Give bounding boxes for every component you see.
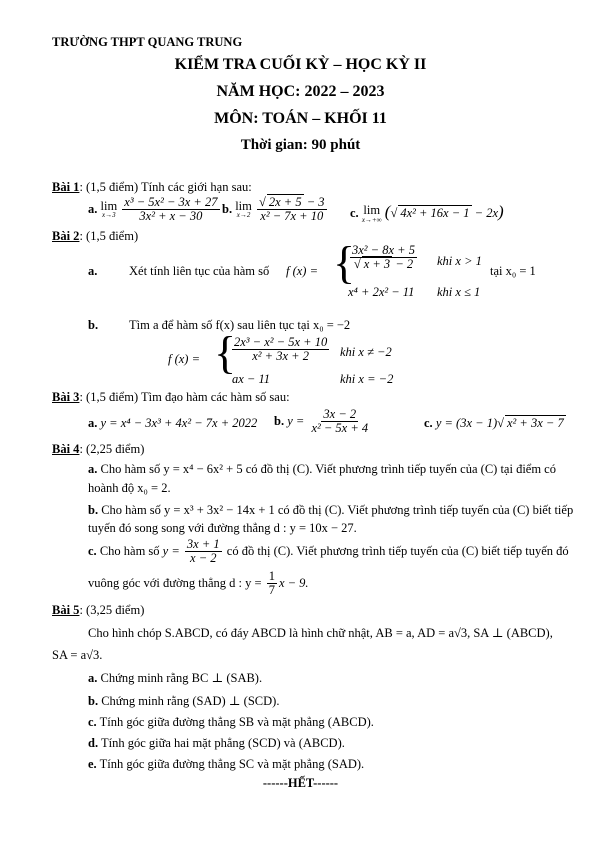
bai3-desc: : (1,5 điểm) Tìm đạo hàm các hàm số sau: [79, 390, 290, 404]
bai4-c-fraction: $\frac{3x + 1}{x - 2}$ [186, 537, 220, 566]
bai1-label: Bài 1 [52, 180, 80, 194]
bai2-desc: : (1,5 điểm) [79, 229, 139, 243]
bai1-a [88, 196, 222, 223]
bai4-desc: : (2,25 điểm) [79, 442, 145, 456]
bai2-b-case2: ax − 11 [232, 372, 271, 386]
bai1-heading [52, 180, 252, 195]
bai2-b-fx: f (x) = [168, 352, 201, 366]
bai4-a-line1: a. Cho hàm số y = x⁴ − 6x² + 5 có đồ thị (C). Viết phương trình tiếp tuyến của (C) tại điểm có [88, 462, 556, 476]
bai2-a-fx: f (x) = [286, 264, 319, 278]
bai3-c [424, 416, 566, 431]
bai2-a-case2: x⁴ + 2x² − 11 [348, 285, 415, 299]
bai5-c: c. Tính góc giữa đường thẳng SB và mặt phẳng (ABCD). [88, 715, 374, 729]
bai1-c-expr: (√ 4x² + 16x − 1 − 2x) [385, 206, 504, 220]
bai1-a-label: a. [88, 202, 98, 217]
bai1-c-label: c. [350, 206, 359, 220]
time-line: Thời gian: 90 phút [240, 137, 361, 153]
bai4-c-slope-fraction: $\frac{1}{7}$ [268, 569, 275, 598]
bai5-intro1: Cho hình chóp S.ABCD, có đáy ABCD là hình chữ nhật, AB = a, AD = a√3, SA ⊥ (ABCD), [88, 626, 553, 640]
bai2-a-cond2: khi x ≤ 1 [437, 285, 481, 299]
bai2-a-brace: { [333, 237, 356, 288]
bai5-desc: : (3,25 điểm) [79, 603, 145, 617]
bai4-b-line1: b. Cho hàm số y = x³ + 3x² − 14x + 1 có đồ thị (C). Viết phương trình tiếp tuyến của (C) biết tiếp [88, 503, 574, 517]
bai3-c-expr: y = (3x − 1)√ x² + 3x − 7 [436, 416, 566, 430]
bai2-a-at: tại x₀ = 1 [490, 264, 536, 278]
bai1-a-fraction: $\frac{\text{x³ − 5x² − 3x + 27}}{\text{3x² + x − 30}}$ [124, 195, 218, 224]
bai1-b-fraction: √ $\frac{2x + 5 - 3}{\text{x² − 7x + 10}}$ [257, 196, 327, 223]
bai5-a: a. Chứng minh rằng BC ⊥ (SAB). [88, 671, 263, 685]
bai5-b: b. Chứng minh rằng (SAD) ⊥ (SCD). [88, 694, 280, 708]
bai1-c [350, 202, 504, 224]
bai1-b-label: b. [222, 202, 233, 217]
bai2-a-text: Xét tính liên tục của hàm số [129, 264, 270, 278]
bai5-heading [52, 603, 144, 618]
bai2-b-cond1: khi x ≠ −2 [340, 345, 392, 359]
bai1-b-lim: lim x→2 [235, 198, 252, 220]
bai3-c-label: c. [424, 416, 433, 430]
bai1-desc: : (1,5 điểm) Tính các giới hạn sau: [79, 180, 252, 194]
exam-title: KIỂM TRA CUỐI KỲ – HỌC KỲ II [174, 56, 427, 73]
bai2-heading [52, 229, 138, 244]
end-marker: ------HẾT------ [262, 776, 339, 790]
subject-line: MÔN: TOÁN – KHỐI 11 [214, 110, 387, 127]
bai5-d: d. Tính góc giữa hai mặt phẳng (SCD) và (ABCD). [88, 736, 345, 750]
bai3-a [88, 416, 257, 431]
bai2-b-cond2: khi x = −2 [340, 372, 394, 386]
bai4-a-line2: hoành độ x₀ = 2. [88, 481, 171, 495]
bai4-b-line2: tuyến đó song song với đường thẳng d : y = 10x − 27. [88, 521, 357, 535]
bai1-b [222, 196, 329, 223]
bai2-b-case1: $\frac{\text{2x³ − x² − 5x + 10}}{\text{x² + 3x + 2}}$ [234, 335, 328, 364]
school-name: TRƯỜNG THPT QUANG TRUNG [52, 35, 243, 49]
school-year: NĂM HỌC: 2022 – 2023 [216, 83, 385, 100]
bai1-c-lim: lim x→+∞ [361, 203, 382, 224]
bai2-label: Bài 2 [52, 229, 80, 243]
bai2-a-label: a. [88, 264, 98, 278]
bai2-b-text: Tìm a để hàm số f(x) sau liên tục tại x₀ = −2 [129, 318, 351, 332]
bai5-intro2: SA = a√3. [52, 648, 103, 662]
bai2-b-label: b. [88, 318, 99, 332]
bai3-label: Bài 3 [52, 390, 80, 404]
bai4-label: Bài 4 [52, 442, 80, 456]
bai3-a-label: a. [88, 416, 98, 430]
bai3-b-label: b. [274, 414, 285, 429]
bai3-heading [52, 390, 290, 405]
bai3-a-expr: y = x⁴ − 3x³ + 4x² − 7x + 2022 [100, 416, 258, 430]
bai2-b-brace: { [214, 327, 237, 378]
bai3-b: b. y = $\frac{3x - 2}{\text{x² − 5x + 4}}$ [274, 407, 369, 436]
bai4-c-line1: c. Cho hàm số y = $\frac{3x + 1}{x - 2}$ có đồ thị (C). Viết phương trình tiếp tuyến của (C) biết tiếp tuyến đó [88, 537, 569, 566]
bai2-a-case1: 3x² − 8x + 5 √ x + 3 − 2 [348, 244, 419, 271]
bai4-c-line2: vuông góc với đường thẳng d : y = $\frac{1}{7}$ x − 9. [88, 569, 309, 598]
bai3-b-fraction: $\frac{3x - 2}{\text{x² − 5x + 4}}$ [311, 407, 369, 436]
bai5-e: e. Tính góc giữa đường thẳng SC và mặt phẳng (SAD). [88, 757, 365, 771]
bai5-label: Bài 5 [52, 603, 80, 617]
bai1-a-lim: lim x→3 [100, 198, 118, 220]
bai2-a-cond1: khi x > 1 [437, 254, 482, 268]
bai4-heading [52, 442, 144, 457]
